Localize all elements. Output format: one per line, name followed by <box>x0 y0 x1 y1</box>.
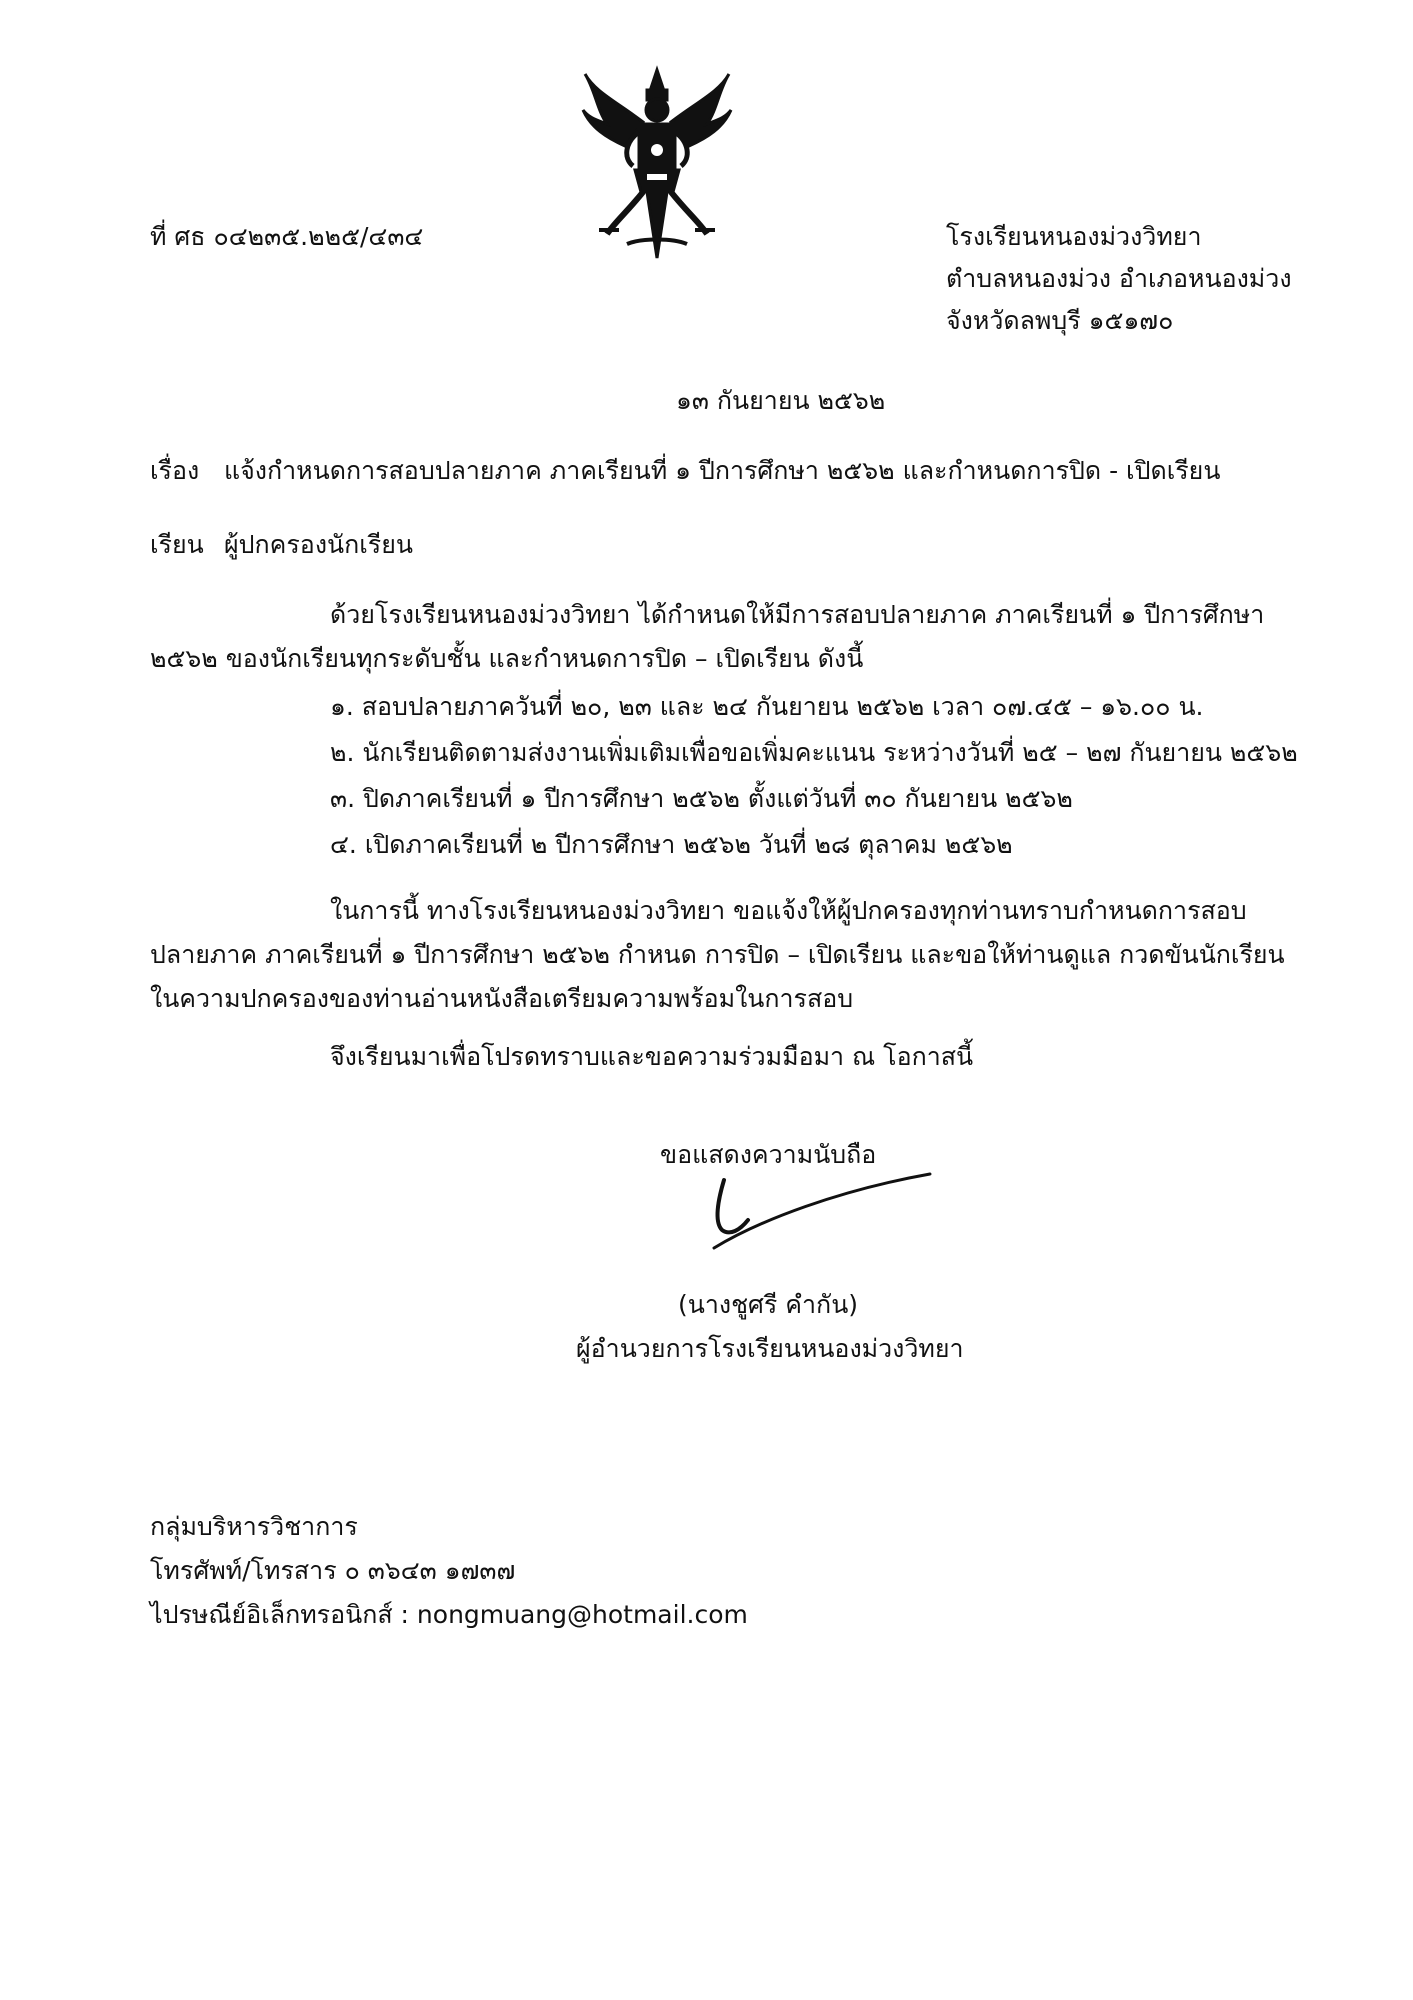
school-province: จังหวัดลพบุรี ๑๕๑๗๐ <box>946 306 1174 335</box>
signatory-position: ผู้อำนวยการโรงเรียนหนองม่วงวิทยา <box>576 1334 964 1363</box>
footer-phone: โทรศัพท์/โทรสาร ๐ ๓๖๔๓ ๑๗๓๗ <box>150 1556 516 1585</box>
subject-label: เรื่อง <box>150 456 200 485</box>
footer-email: ไปรษณีย์อิเล็กทรอนิกส์ : nongmuang@hotmail.com <box>150 1600 748 1629</box>
schedule-item: ๔. เปิดภาคเรียนที่ ๒ ปีการศึกษา ๒๕๖๒ วันที่ ๒๘ ตุลาคม ๒๕๖๒ <box>330 830 1013 859</box>
schedule-item: ๓. ปิดภาคเรียนที่ ๑ ปีการศึกษา ๒๕๖๒ ตั้งแต่วันที่ ๓๐ กันยายน ๒๕๖๒ <box>330 784 1073 813</box>
closing-sentence: จึงเรียนมาเพื่อโปรดทราบและขอความร่วมมือมา ณ โอกาสนี้ <box>330 1042 974 1071</box>
schedule-item: ๑. สอบปลายภาควันที่ ๒๐, ๒๓ และ ๒๔ กันยายน ๒๕๖๒ เวลา ๐๗.๔๕ – ๑๖.๐๐ น. <box>330 692 1204 721</box>
schedule-item: ๒. นักเรียนติดตามส่งงานเพิ่มเติมเพื่อขอเพิ่มคะแนน ระหว่างวันที่ ๒๕ – ๒๗ กันยายน ๒๕๖๒ <box>330 738 1298 767</box>
body-para2-line2: ปลายภาค ภาคเรียนที่ ๑ ปีการศึกษา ๒๕๖๒ กำหนด การปิด – เปิดเรียน และขอให้ท่านดูแล กวดขันนักเรียน <box>150 940 1285 969</box>
document-number: ที่ ศธ ๐๔๒๓๕.๒๒๕/๔๓๔ <box>150 222 424 251</box>
garuda-emblem-icon <box>577 62 737 262</box>
document-date: ๑๓ กันยายน ๒๕๖๒ <box>676 386 886 415</box>
regards-text: ขอแสดงความนับถือ <box>660 1140 877 1169</box>
salutation-label: เรียน <box>150 530 204 559</box>
school-name: โรงเรียนหนองม่วงวิทยา <box>946 222 1202 251</box>
salutation-text: ผู้ปกครองนักเรียน <box>224 530 413 559</box>
body-intro-line1: ด้วยโรงเรียนหนองม่วงวิทยา ได้กำหนดให้มีการสอบปลายภาค ภาคเรียนที่ ๑ ปีการศึกษา <box>330 600 1265 629</box>
signatory-name: (นางชูศรี คำกัน) <box>678 1290 859 1319</box>
subject-text: แจ้งกำหนดการสอบปลายภาค ภาคเรียนที่ ๑ ปีการศึกษา ๒๕๖๒ และกำหนดการปิด - เปิดเรียน <box>224 456 1221 485</box>
body-para2-line3: ในความปกครองของท่านอ่านหนังสือเตรียมความพร้อมในการสอบ <box>150 984 854 1013</box>
school-subdistrict: ตำบลหนองม่วง อำเภอหนองม่วง <box>946 264 1292 293</box>
footer-department: กลุ่มบริหารวิชาการ <box>150 1512 358 1541</box>
body-intro-line2: ๒๕๖๒ ของนักเรียนทุกระดับชั้น และกำหนดการปิด – เปิดเรียน ดังนี้ <box>150 644 864 673</box>
signature-icon <box>700 1170 940 1260</box>
body-para2-line1: ในการนี้ ทางโรงเรียนหนองม่วงวิทยา ขอแจ้งให้ผู้ปกครองทุกท่านทราบกำหนดการสอบ <box>330 896 1247 925</box>
